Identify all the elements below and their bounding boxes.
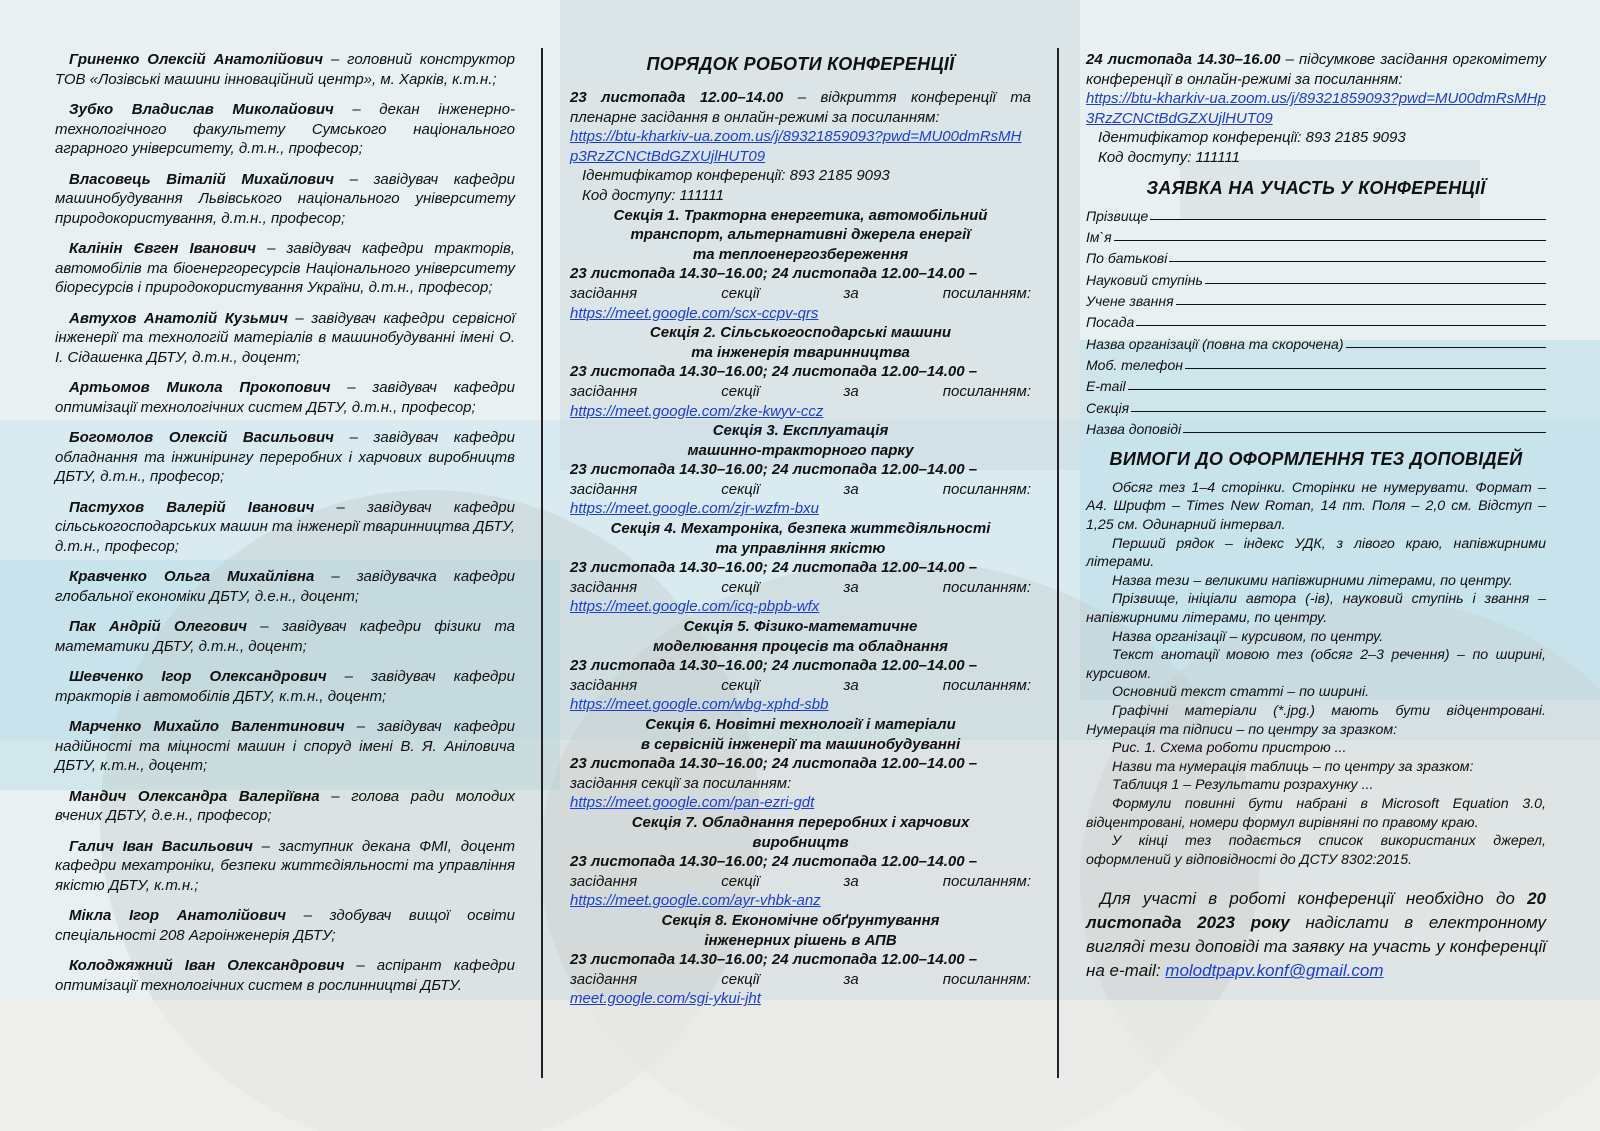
member-description: – завідувач кафедри тракторів і автомобілів ДБТУ, к.т.н., доцент; bbox=[55, 668, 515, 705]
section-block: Секція 1. Тракторна енергетика, автомобільний транспорт, альтернативні джерела енергії та теплоенергозбереження 23 листопада 14.30–16.00; 24 листопада 12.00–14.00 – засідання секції за посиланням: https://meet.google.com/scx-ccpv-qrs bbox=[570, 206, 1031, 322]
requirement-item: Формули повинні бути набрані в Microsoft Equation 3.0, відцентровані, номери формул вирівняні по правому краю. bbox=[1086, 795, 1546, 831]
committee-member bbox=[55, 170, 515, 229]
section-title: Секція 3. Експлуатація bbox=[712, 422, 889, 440]
section-block: Секція 2. Сільськогосподарські машини та інженерія тваринництва 23 листопада 14.30–16.00; 24 листопада 12.00–14.00 – засідання секції за посиланням: https://meet.google.com/zke-kwyv-ccz bbox=[570, 324, 1031, 420]
section-block: Секція 7. Обладнання переробних і харчових виробництв 23 листопада 14.30–16.00; 24 листопада 12.00–14.00 – засідання секції за посиланням: https://meet.google.com/ayr-vhbk-anz bbox=[570, 813, 1031, 910]
section-title: Секція 7. Обладнання переробних і харчових bbox=[631, 813, 970, 831]
section-title: та інженерія тваринництва bbox=[691, 343, 910, 361]
section-time: 23 листопада 14.30–16.00; 24 листопада 12.00–14.00 bbox=[570, 559, 965, 577]
section-title: в сервісній інженерії та машинобудуванні bbox=[640, 735, 961, 753]
requirement-item: Основний текст статті – по ширині. bbox=[1112, 684, 1370, 701]
section-meeting-text: засідання секції за посиланням: bbox=[570, 480, 1031, 498]
form-field-line[interactable] bbox=[1128, 389, 1546, 390]
form-field-line[interactable] bbox=[1185, 368, 1546, 369]
committee-member bbox=[55, 378, 515, 417]
member-description: – завідувач кафедри машинобудування Львівського національного університету природокористування, д.т.н., професор; bbox=[55, 170, 515, 227]
form-field-label: Посада bbox=[1086, 314, 1135, 331]
section-meet-link[interactable]: https://meet.google.com/wbg-xphd-sbb bbox=[570, 696, 829, 714]
section-time: 23 листопада 14.30–16.00; 24 листопада 12.00–14.00 bbox=[570, 265, 965, 283]
section-meet-link[interactable]: https://meet.google.com/zke-kwyv-ccz bbox=[570, 402, 824, 420]
committee-member bbox=[55, 567, 515, 606]
committee-member bbox=[55, 428, 515, 487]
requirement-item: Текст анотації мовою тез (обсяг 2–3 речення) – по ширині, курсивом. bbox=[1086, 647, 1546, 682]
member-name: Мандич Олександра Валеріївна bbox=[69, 787, 320, 805]
section-block: Секція 5. Фізико-математичне моделювання процесів та обладнання 23 листопада 14.30–16.00; 24 листопада 12.00–14.00 – засідання секції за посиланням: https://meet.google.com/wbg-xphd-sbb bbox=[570, 618, 1031, 714]
closing-text: – підсумкове засідання оргкомітету конференції в онлайн-режимі за посиланням: bbox=[1086, 51, 1546, 88]
committee-column bbox=[55, 50, 515, 1006]
application-title: ЗАЯВКА НА УЧАСТЬ У КОНФЕРЕНЦІЇ bbox=[1146, 177, 1486, 198]
member-name: Кравченко Ольга Михайлівна bbox=[69, 568, 315, 585]
member-name: Власовець Віталій Михайлович bbox=[69, 170, 334, 188]
member-description: – завідувач кафедри сільськогосподарських машин та інженерії тваринництва ДБТУ, д.т.н., професор; bbox=[55, 498, 515, 555]
requirements-title: ВИМОГИ ДО ОФОРМЛЕННЯ ТЕЗ ДОПОВІДЕЙ bbox=[1109, 448, 1523, 469]
closing-session bbox=[1086, 50, 1546, 89]
member-description: – головний конструктор ТОВ «Лозівські машини інноваційний центр», м. Харків, к.т.н.; bbox=[55, 51, 515, 88]
section-time: 23 листопада 14.30–16.00; 24 листопада 12.00–14.00 bbox=[570, 461, 965, 479]
form-field-label: E-mail bbox=[1086, 378, 1126, 395]
member-name: Колоджяжний Іван Олександрович bbox=[69, 957, 345, 974]
member-name: Зубко Владислав Миколайович bbox=[69, 101, 334, 118]
opening-time: 23 листопада 12.00–14.00 bbox=[570, 89, 784, 106]
section-title: транспорт, альтернативні джерела енергії bbox=[630, 226, 971, 244]
form-field-label: Назва організації (повна та скорочена) bbox=[1086, 335, 1344, 352]
section-time: 23 листопада 14.30–16.00; 24 листопада 12.00–14.00 bbox=[570, 363, 965, 381]
section-block: Секція 6. Новітні технології і матеріали в сервісній інженерії та машинобудуванні 23 листопада 14.30–16.00; 24 листопада 12.00–14.00 – засідання секції за посиланням: https://meet.google.com/pan-ezri-gdt bbox=[570, 715, 1031, 813]
committee-member bbox=[55, 498, 515, 557]
plenary-zoom-link[interactable]: https://btu-kharkiv-ua.zoom.us/j/89321859093?pwd=MU00dmRsMHp3RzZCNCtBdGZXUjlHUT09 bbox=[570, 128, 1022, 165]
requirement-item: Графічні матеріали (*.jpg.) мають бути відцентровані. Нумерація та підписи – по центру за зразком: bbox=[1086, 702, 1546, 738]
section-meeting-text: засідання секції за посиланням: bbox=[570, 382, 1031, 400]
member-name: Шевченко Ігор Олександрович bbox=[69, 668, 327, 685]
section-title: Секція 5. Фізико-математичне bbox=[683, 618, 918, 636]
section-block: Секція 8. Економічне обґрунтування інженерних рішень в АПВ 23 листопада 14.30–16.00; 24 листопада 12.00–14.00 – засідання секції за посиланням: meet.google.com/sgi-ykui-jht bbox=[570, 911, 1031, 1008]
section-meet-link[interactable]: https://meet.google.com/zjr-wzfm-bxu bbox=[570, 500, 819, 518]
requirement-item: Таблиця 1 – Результати розрахунку ... bbox=[1112, 777, 1374, 794]
access-code: Код доступу: 111111 bbox=[582, 186, 725, 204]
section-meeting-text: засідання секції за посиланням: bbox=[570, 578, 1031, 596]
form-field-label: Прізвище bbox=[1086, 207, 1149, 224]
opening-session bbox=[570, 88, 1031, 127]
form-field-label: Науковий ступінь bbox=[1086, 271, 1203, 288]
column-divider-right bbox=[1057, 48, 1059, 1078]
member-description: – завідувач кафедри тракторів, автомобілів та біоенергоресурсів Національного університету біоресурсів і природокористування України, д.т.н., професор; bbox=[55, 240, 515, 296]
application-column bbox=[1086, 50, 1546, 983]
section-meeting-text: засідання секції за посиланням: bbox=[570, 872, 1031, 890]
form-field[interactable] bbox=[1086, 266, 1546, 287]
form-field-line[interactable] bbox=[1150, 219, 1546, 220]
committee-member bbox=[55, 617, 515, 656]
form-field-label: Моб. телефон bbox=[1086, 356, 1183, 373]
form-field[interactable] bbox=[1086, 309, 1546, 330]
requirement-item: Назва організації – курсивом, по центру. bbox=[1112, 628, 1384, 645]
form-field-line[interactable] bbox=[1183, 432, 1546, 433]
member-description: – голова ради молодих вчених ДБТУ, д.е.н., професор; bbox=[55, 787, 515, 824]
form-field-line[interactable] bbox=[1205, 283, 1546, 284]
section-block: Секція 3. Експлуатація машинно-тракторного парку 23 листопада 14.30–16.00; 24 листопада 12.00–14.00 – засідання секції за посиланням: https://meet.google.com/zjr-wzfm-bxu bbox=[570, 422, 1031, 518]
section-time: 23 листопада 14.30–16.00; 24 листопада 12.00–14.00 bbox=[570, 755, 965, 773]
form-field[interactable] bbox=[1086, 352, 1546, 373]
program-title: ПОРЯДОК РОБОТИ КОНФЕРЕНЦІЇ bbox=[646, 54, 955, 74]
section-time: 23 листопада 14.30–16.00; 24 листопада 12.00–14.00 bbox=[570, 657, 965, 675]
form-field[interactable] bbox=[1086, 224, 1546, 245]
section-title: Секція 6. Новітні технології і матеріали bbox=[645, 716, 956, 733]
form-field-line[interactable] bbox=[1176, 304, 1546, 305]
conference-id: Ідентифікатор конференції: 893 2185 9093 bbox=[582, 167, 890, 185]
requirement-item: Перший рядок – індекс УДК, з лівого краю, напівжирними літерами. bbox=[1086, 535, 1546, 571]
section-meet-link[interactable]: https://meet.google.com/ayr-vhbk-anz bbox=[570, 892, 821, 910]
member-description: – завідувач кафедри надійності та міцності машин і споруд імені В. Я. Аніловича ДБТУ, к.т.н., доцент; bbox=[55, 718, 516, 774]
committee-member bbox=[55, 100, 515, 159]
section-meeting-text: засідання секції за посиланням: bbox=[570, 676, 1031, 694]
section-meet-link[interactable]: https://meet.google.com/pan-ezri-gdt bbox=[570, 794, 815, 812]
closing-access-code: Код доступу: 111111 bbox=[1098, 148, 1241, 166]
closing-zoom-link[interactable]: https://btu-kharkiv-ua.zoom.us/j/89321859093?pwd=MU00dmRsMHp3RzZCNCtBdGZXUjlHUT09 bbox=[1086, 90, 1546, 127]
committee-member bbox=[55, 837, 515, 896]
form-field[interactable] bbox=[1086, 394, 1546, 415]
sections-list bbox=[570, 206, 1031, 1009]
section-time: 23 листопада 14.30–16.00; 24 листопада 12.00–14.00 bbox=[570, 853, 965, 871]
section-title: та управління якістю bbox=[715, 539, 886, 557]
section-title: інженерних рішень в АПВ bbox=[704, 931, 897, 949]
form-field-line[interactable] bbox=[1169, 261, 1546, 262]
committee-member bbox=[55, 239, 515, 298]
form-field-line[interactable] bbox=[1346, 347, 1547, 348]
member-description: – завідувач кафедри обладнання та інжинірингу переробних і харчових виробництв ДБТУ, д.т.н., професор; bbox=[55, 429, 515, 485]
form-field[interactable] bbox=[1086, 203, 1546, 224]
member-description: – завідувач кафедри фізики та математики ДБТУ, д.т.н., доцент; bbox=[55, 618, 515, 655]
section-title: моделювання процесів та обладнання bbox=[653, 637, 948, 655]
member-name: Гриненко Олексій Анатолійович bbox=[69, 51, 323, 68]
section-title: Секція 2. Сільськогосподарські машини bbox=[649, 324, 952, 342]
form-field-label: Учене звання bbox=[1086, 293, 1174, 310]
committee-member bbox=[55, 309, 515, 368]
form-field-label: По батькові bbox=[1086, 250, 1168, 267]
member-name: Автухов Анатолій Кузьмич bbox=[69, 309, 288, 327]
form-field-line[interactable] bbox=[1131, 411, 1546, 412]
form-field-label: Назва доповіді bbox=[1086, 420, 1182, 437]
requirement-item: Назва тези – великими напівжирними літерами, по центру. bbox=[1112, 572, 1513, 589]
member-description: – здобувач вищої освіти спеціальності 208 Агроінженерія ДБТУ; bbox=[55, 907, 515, 944]
section-title: Секція 1. Тракторна енергетика, автомобільний bbox=[613, 206, 988, 224]
section-meeting-text: засідання секції за посиланням: bbox=[570, 970, 1031, 988]
requirement-item: Рис. 1. Схема роботи пристрою ... bbox=[1112, 740, 1347, 757]
member-description: – завідувачка кафедри глобальної економіки ДБТУ, д.е.н., доцент; bbox=[55, 568, 516, 605]
member-name: Калінін Євген Іванович bbox=[69, 240, 257, 257]
form-field-line[interactable] bbox=[1114, 240, 1546, 241]
opening-text: – відкриття конференції та пленарне засідання в онлайн-режимі за посиланням: bbox=[570, 89, 1031, 126]
member-description: – декан інженерно-технологічного факультету Сумського національного аграрного університету, д.т.н., професор; bbox=[55, 101, 515, 157]
section-meet-link[interactable]: meet.google.com/sgi-ykui-jht bbox=[570, 990, 761, 1008]
closing-time: 24 листопада 14.30–16.00 bbox=[1086, 51, 1281, 68]
member-name: Пак Андрій Олегович bbox=[69, 618, 247, 635]
requirement-item: Обсяг тез 1–4 сторінки. Сторінки не нумерувати. Формат – А4. Шрифт – Times New Roman, 14 пт. Поля – 2,0 см. Відступ – 1,25 см. Одинарний інтервал. bbox=[1086, 479, 1546, 534]
column-divider-left bbox=[541, 48, 543, 1078]
deadline-notice bbox=[1086, 887, 1546, 983]
section-time: 23 листопада 14.30–16.00; 24 листопада 12.00–14.00 bbox=[570, 951, 965, 969]
section-meet-link[interactable]: https://meet.google.com/icq-pbpb-wfx bbox=[570, 598, 820, 616]
form-field-label: Ім`я bbox=[1086, 229, 1112, 246]
member-name: Марченко Михайло Валентинович bbox=[69, 718, 345, 735]
section-title: виробництв bbox=[752, 833, 849, 851]
closing-conference-id: Ідентифікатор конференції: 893 2185 9093 bbox=[1098, 129, 1406, 147]
section-meeting-text: засідання секції за посиланням: bbox=[570, 774, 792, 792]
member-name: Артьомов Микола Прокопович bbox=[69, 379, 331, 396]
requirement-item: Назви та нумерація таблиць – по центру за зразком: bbox=[1112, 758, 1474, 775]
section-meeting-text: засідання секції за посиланням: bbox=[570, 284, 1031, 302]
section-title: машинно-тракторного парку bbox=[687, 441, 914, 459]
contact-email-link[interactable]: molodtpapv.konf@gmail.com bbox=[1165, 961, 1384, 981]
committee-member bbox=[55, 667, 515, 706]
committee-member bbox=[55, 906, 515, 945]
section-title: Секція 4. Мехатроніка, безпека життєдіяльності bbox=[610, 520, 991, 538]
form-field-label: Секція bbox=[1086, 399, 1130, 416]
member-description: – завідувач кафедри оптимізації технологічних систем ДБТУ, д.т.н., професор; bbox=[55, 379, 515, 416]
deadline-date: 20 листопада 2023 року bbox=[1086, 889, 1546, 933]
member-description: – аспірант кафедри оптимізації технологічних систем в рослинництві ДБТУ. bbox=[55, 957, 515, 994]
member-description: – заступник декана ФМІ, доцент кафедри мехатроніки, безпеки життєдіяльності та управління якістю ДБТУ, к.т.н.; bbox=[55, 837, 515, 894]
requirements-list bbox=[1086, 479, 1546, 869]
requirement-item: У кінці тез подається список використаних джерел, оформлений у відповідності до ДСТУ 8302:2015. bbox=[1086, 833, 1546, 868]
section-block: Секція 4. Мехатроніка, безпека життєдіяльності та управління якістю 23 листопада 14.30–16.00; 24 листопада 12.00–14.00 – засідання секції за посиланням: https://meet.google.com/icq-pbpb-wfx bbox=[570, 520, 1031, 616]
application-form bbox=[1086, 203, 1546, 437]
member-name: Галич Іван Васильович bbox=[69, 837, 253, 855]
deadline-text-1: Для участі в роботі конференції необхідно до bbox=[1100, 889, 1528, 909]
member-name: Богомолов Олексій Васильович bbox=[69, 429, 334, 446]
form-field-line[interactable] bbox=[1136, 325, 1546, 326]
committee-member bbox=[55, 956, 515, 995]
form-field[interactable] bbox=[1086, 330, 1546, 351]
form-field[interactable] bbox=[1086, 288, 1546, 309]
section-title: та теплоенергозбереження bbox=[692, 245, 909, 263]
committee-member bbox=[55, 50, 515, 89]
member-name: Мікла Ігор Анатолійович bbox=[69, 907, 287, 924]
deadline-text-2: надіслати в електронному вигляді тези доповіді та заявку на участь у конференції на e-mail: bbox=[1086, 913, 1546, 981]
section-meet-link[interactable]: https://meet.google.com/scx-ccpv-qrs bbox=[570, 304, 819, 322]
program-column bbox=[570, 50, 1031, 1009]
member-description: – завідувач кафедри сервісної інженерії та технологій матеріалів в машинобудуванні імені О. І. Сідашенка ДБТУ, д.т.н., доцент; bbox=[55, 309, 515, 366]
requirement-item: Прізвище, ініціали автора (-ів), науковий ступінь і звання – напівжирними літерами, по центру. bbox=[1086, 591, 1546, 626]
member-name: Пастухов Валерій Іванович bbox=[69, 498, 315, 516]
form-field[interactable] bbox=[1086, 245, 1546, 266]
form-field[interactable] bbox=[1086, 373, 1546, 394]
committee-member bbox=[55, 717, 515, 776]
section-title: Секція 8. Економічне обґрунтування bbox=[661, 911, 940, 929]
committee-member bbox=[55, 787, 515, 826]
form-field[interactable] bbox=[1086, 416, 1546, 437]
